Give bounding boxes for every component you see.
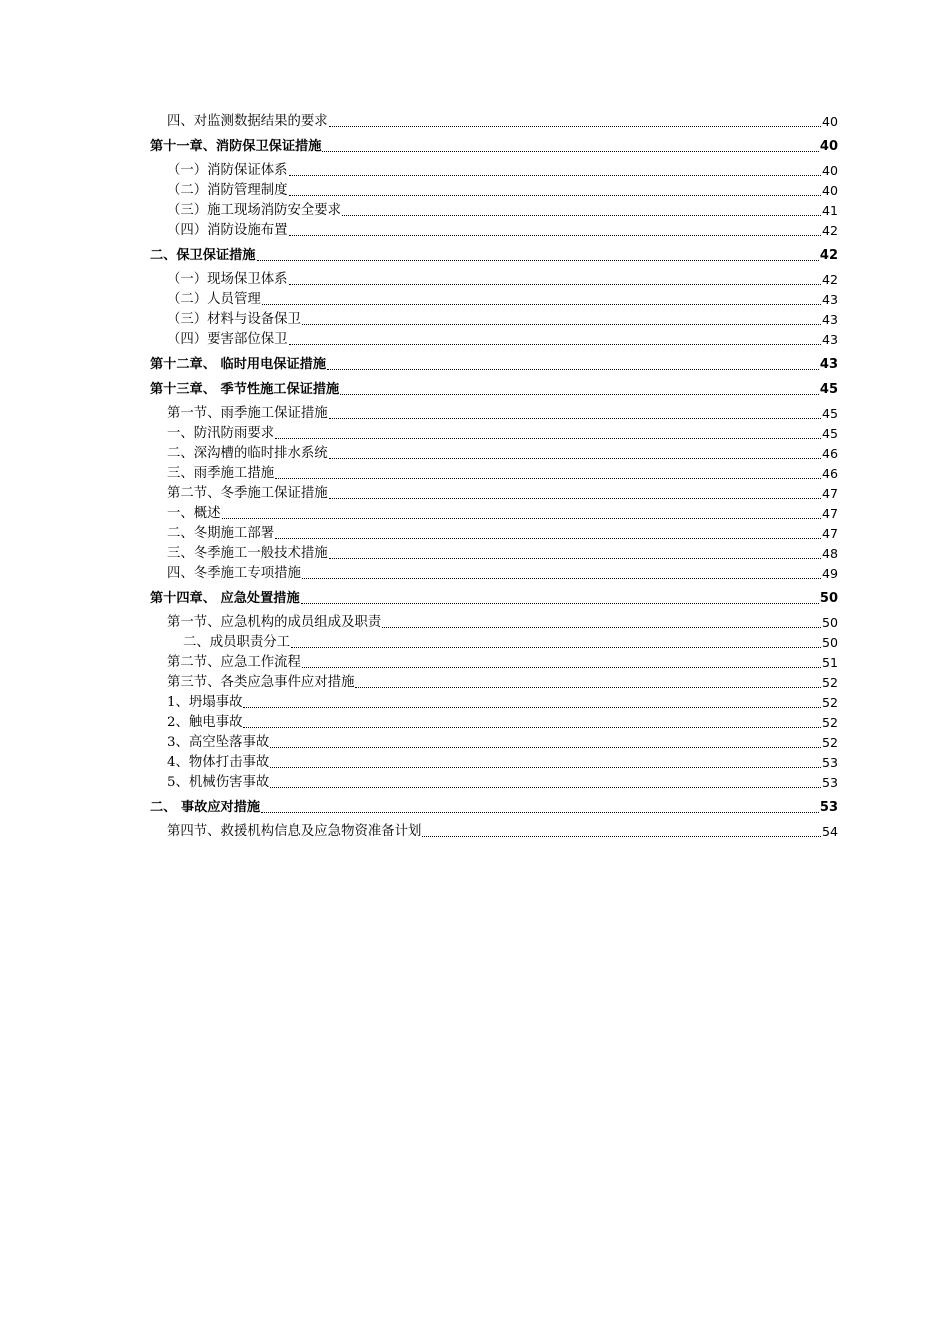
dot-leader <box>291 647 821 648</box>
toc-entry-page-number: 49 <box>821 566 838 581</box>
toc-entry-page-number: 47 <box>821 526 838 541</box>
dot-leader <box>302 578 821 579</box>
toc-entry-title: 第四节、救援机构信息及应急物资准备计划 <box>167 824 422 839</box>
toc-entry-title: 第二节、冬季施工保证措施 <box>167 486 328 501</box>
toc-entry-title: 一、防汛防雨要求 <box>167 426 275 441</box>
toc-chapter-entry[interactable] <box>150 798 838 818</box>
toc-entry[interactable] <box>150 564 838 584</box>
toc-entry-page-number: 42 <box>821 223 838 238</box>
toc-entry[interactable] <box>150 201 838 221</box>
toc-entry-title: 第十四章、 应急处置措施 <box>150 591 300 606</box>
toc-entry[interactable] <box>150 464 838 484</box>
toc-entry-title: 1、坍塌事故 <box>167 695 243 710</box>
toc-entry-title: 第三节、各类应急事件应对措施 <box>167 675 355 690</box>
dot-leader <box>289 344 821 345</box>
dot-leader <box>329 126 821 127</box>
toc-chapter-entry[interactable] <box>150 246 838 266</box>
dot-leader <box>257 260 819 261</box>
toc-entry-page-number: 40 <box>821 163 838 178</box>
toc-entry-title: 一、概述 <box>167 506 221 521</box>
dot-leader <box>302 667 821 668</box>
dot-leader <box>382 627 821 628</box>
toc-entry-title: 二、保卫保证措施 <box>150 248 256 263</box>
toc-entry-title: 四、冬季施工专项措施 <box>167 566 301 581</box>
dot-leader <box>329 458 821 459</box>
toc-entry-page-number: 53 <box>821 775 838 790</box>
toc-entry-title: （二）消防管理制度 <box>167 183 288 198</box>
dot-leader <box>261 812 819 813</box>
toc-entry-title: 二、成员职责分工 <box>183 635 291 650</box>
toc-entry-page-number: 52 <box>821 675 838 690</box>
toc-entry[interactable] <box>150 693 838 713</box>
toc-entry-title: 四、对监测数据结果的要求 <box>167 114 328 129</box>
toc-entry-title: （二）人员管理 <box>167 292 261 307</box>
toc-entry-page-number: 40 <box>821 183 838 198</box>
toc-entry[interactable] <box>150 290 838 310</box>
dot-leader <box>289 235 821 236</box>
dot-leader <box>289 195 821 196</box>
dot-leader <box>327 369 819 370</box>
dot-leader <box>275 438 821 439</box>
toc-entry[interactable] <box>150 613 838 633</box>
toc-entry-page-number: 50 <box>819 591 838 606</box>
toc-entry-page-number: 51 <box>821 655 838 670</box>
toc-entry-title: 4、物体打击事故 <box>167 755 270 770</box>
toc-entry-title: 第十一章、消防保卫保证措施 <box>150 139 322 154</box>
toc-entry-page-number: 43 <box>821 292 838 307</box>
dot-leader <box>302 324 821 325</box>
toc-entry-page-number: 42 <box>819 248 838 263</box>
toc-entry-title: 2、触电事故 <box>167 715 243 730</box>
toc-entry-title: （四）要害部位保卫 <box>167 332 288 347</box>
toc-entry-page-number: 47 <box>821 486 838 501</box>
dot-leader <box>289 284 821 285</box>
toc-entry-page-number: 52 <box>821 695 838 710</box>
toc-entry-page-number: 46 <box>821 446 838 461</box>
toc-entry-page-number: 42 <box>821 272 838 287</box>
toc-entry-page-number: 45 <box>821 426 838 441</box>
toc-entry[interactable] <box>150 673 838 693</box>
dot-leader <box>275 478 821 479</box>
toc-entry-title: （一）现场保卫体系 <box>167 272 288 287</box>
toc-entry[interactable] <box>150 713 838 733</box>
toc-entry-page-number: 40 <box>821 114 838 129</box>
dot-leader <box>289 175 821 176</box>
toc-entry-title: 5、机械伤害事故 <box>167 775 270 790</box>
dot-leader <box>222 518 821 519</box>
toc-entry-title: （三）施工现场消防安全要求 <box>167 203 342 218</box>
toc-entry[interactable] <box>150 181 838 201</box>
toc-chapter-entry[interactable] <box>150 380 838 400</box>
toc-entry-title: 二、 事故应对措施 <box>150 800 261 815</box>
dot-leader <box>340 394 819 395</box>
toc-chapter-entry[interactable] <box>150 137 838 157</box>
dot-leader <box>329 418 821 419</box>
toc-entry-page-number: 40 <box>819 139 838 154</box>
toc-entry-page-number: 43 <box>821 332 838 347</box>
toc-chapter-entry[interactable] <box>150 355 838 375</box>
toc-entry[interactable] <box>150 404 838 424</box>
toc-entry-title: 二、冬期施工部署 <box>167 526 275 541</box>
toc-entry-title: 第十三章、 季节性施工保证措施 <box>150 382 340 397</box>
toc-entry-page-number: 45 <box>821 406 838 421</box>
toc-entry[interactable] <box>150 524 838 544</box>
toc-entry[interactable] <box>150 310 838 330</box>
toc-entry-title: （四）消防设施布置 <box>167 223 288 238</box>
toc-entry[interactable] <box>150 504 838 524</box>
toc-entry[interactable] <box>150 161 838 181</box>
toc-entry[interactable] <box>150 484 838 504</box>
toc-chapter-entry[interactable] <box>150 589 838 609</box>
toc-entry[interactable] <box>150 733 838 753</box>
toc-entry-title: 第二节、应急工作流程 <box>167 655 301 670</box>
toc-entry[interactable] <box>150 544 838 564</box>
toc-entry-page-number: 45 <box>819 382 838 397</box>
toc-entry[interactable] <box>150 653 838 673</box>
toc-entry-page-number: 52 <box>821 735 838 750</box>
toc-entry[interactable] <box>150 221 838 241</box>
dot-leader <box>422 836 821 837</box>
dot-leader <box>301 603 819 604</box>
toc-entry-title: （三）材料与设备保卫 <box>167 312 301 327</box>
toc-entry-page-number: 53 <box>821 755 838 770</box>
dot-leader <box>243 707 820 708</box>
toc-entry[interactable] <box>150 633 838 653</box>
toc-entry-title: （一）消防保证体系 <box>167 163 288 178</box>
toc-entry[interactable] <box>150 753 838 773</box>
toc-entry[interactable] <box>150 444 838 464</box>
toc-entry-title: 二、深沟槽的临时排水系统 <box>167 446 328 461</box>
dot-leader <box>270 747 821 748</box>
toc-entry-page-number: 52 <box>821 715 838 730</box>
toc-entry-page-number: 53 <box>819 800 838 815</box>
toc-entry[interactable] <box>150 330 838 350</box>
dot-leader <box>243 727 820 728</box>
toc-entry[interactable] <box>150 270 838 290</box>
toc-entry-title: 第十二章、 临时用电保证措施 <box>150 357 327 372</box>
toc-entry-page-number: 50 <box>821 615 838 630</box>
table-of-contents <box>150 112 838 842</box>
dot-leader <box>355 687 821 688</box>
toc-entry-title: 3、高空坠落事故 <box>167 735 270 750</box>
toc-entry-page-number: 43 <box>821 312 838 327</box>
toc-entry-title: 三、冬季施工一般技术措施 <box>167 546 328 561</box>
dot-leader <box>329 498 821 499</box>
dot-leader <box>262 304 821 305</box>
dot-leader <box>342 215 821 216</box>
toc-entry[interactable] <box>150 424 838 444</box>
toc-entry[interactable] <box>150 112 838 132</box>
toc-entry-page-number: 54 <box>821 824 838 839</box>
toc-entry-page-number: 41 <box>821 203 838 218</box>
toc-entry[interactable] <box>150 822 838 842</box>
toc-entry-page-number: 48 <box>821 546 838 561</box>
toc-entry-page-number: 43 <box>819 357 838 372</box>
toc-entry-title: 三、雨季施工措施 <box>167 466 275 481</box>
dot-leader <box>322 151 818 152</box>
dot-leader <box>270 787 821 788</box>
dot-leader <box>329 558 821 559</box>
toc-entry-page-number: 46 <box>821 466 838 481</box>
toc-entry-page-number: 47 <box>821 506 838 521</box>
toc-entry-title: 第一节、雨季施工保证措施 <box>167 406 328 421</box>
toc-entry-page-number: 50 <box>821 635 838 650</box>
dot-leader <box>270 767 821 768</box>
dot-leader <box>275 538 821 539</box>
toc-entry-title: 第一节、应急机构的成员组成及职责 <box>167 615 382 630</box>
toc-entry[interactable] <box>150 773 838 793</box>
